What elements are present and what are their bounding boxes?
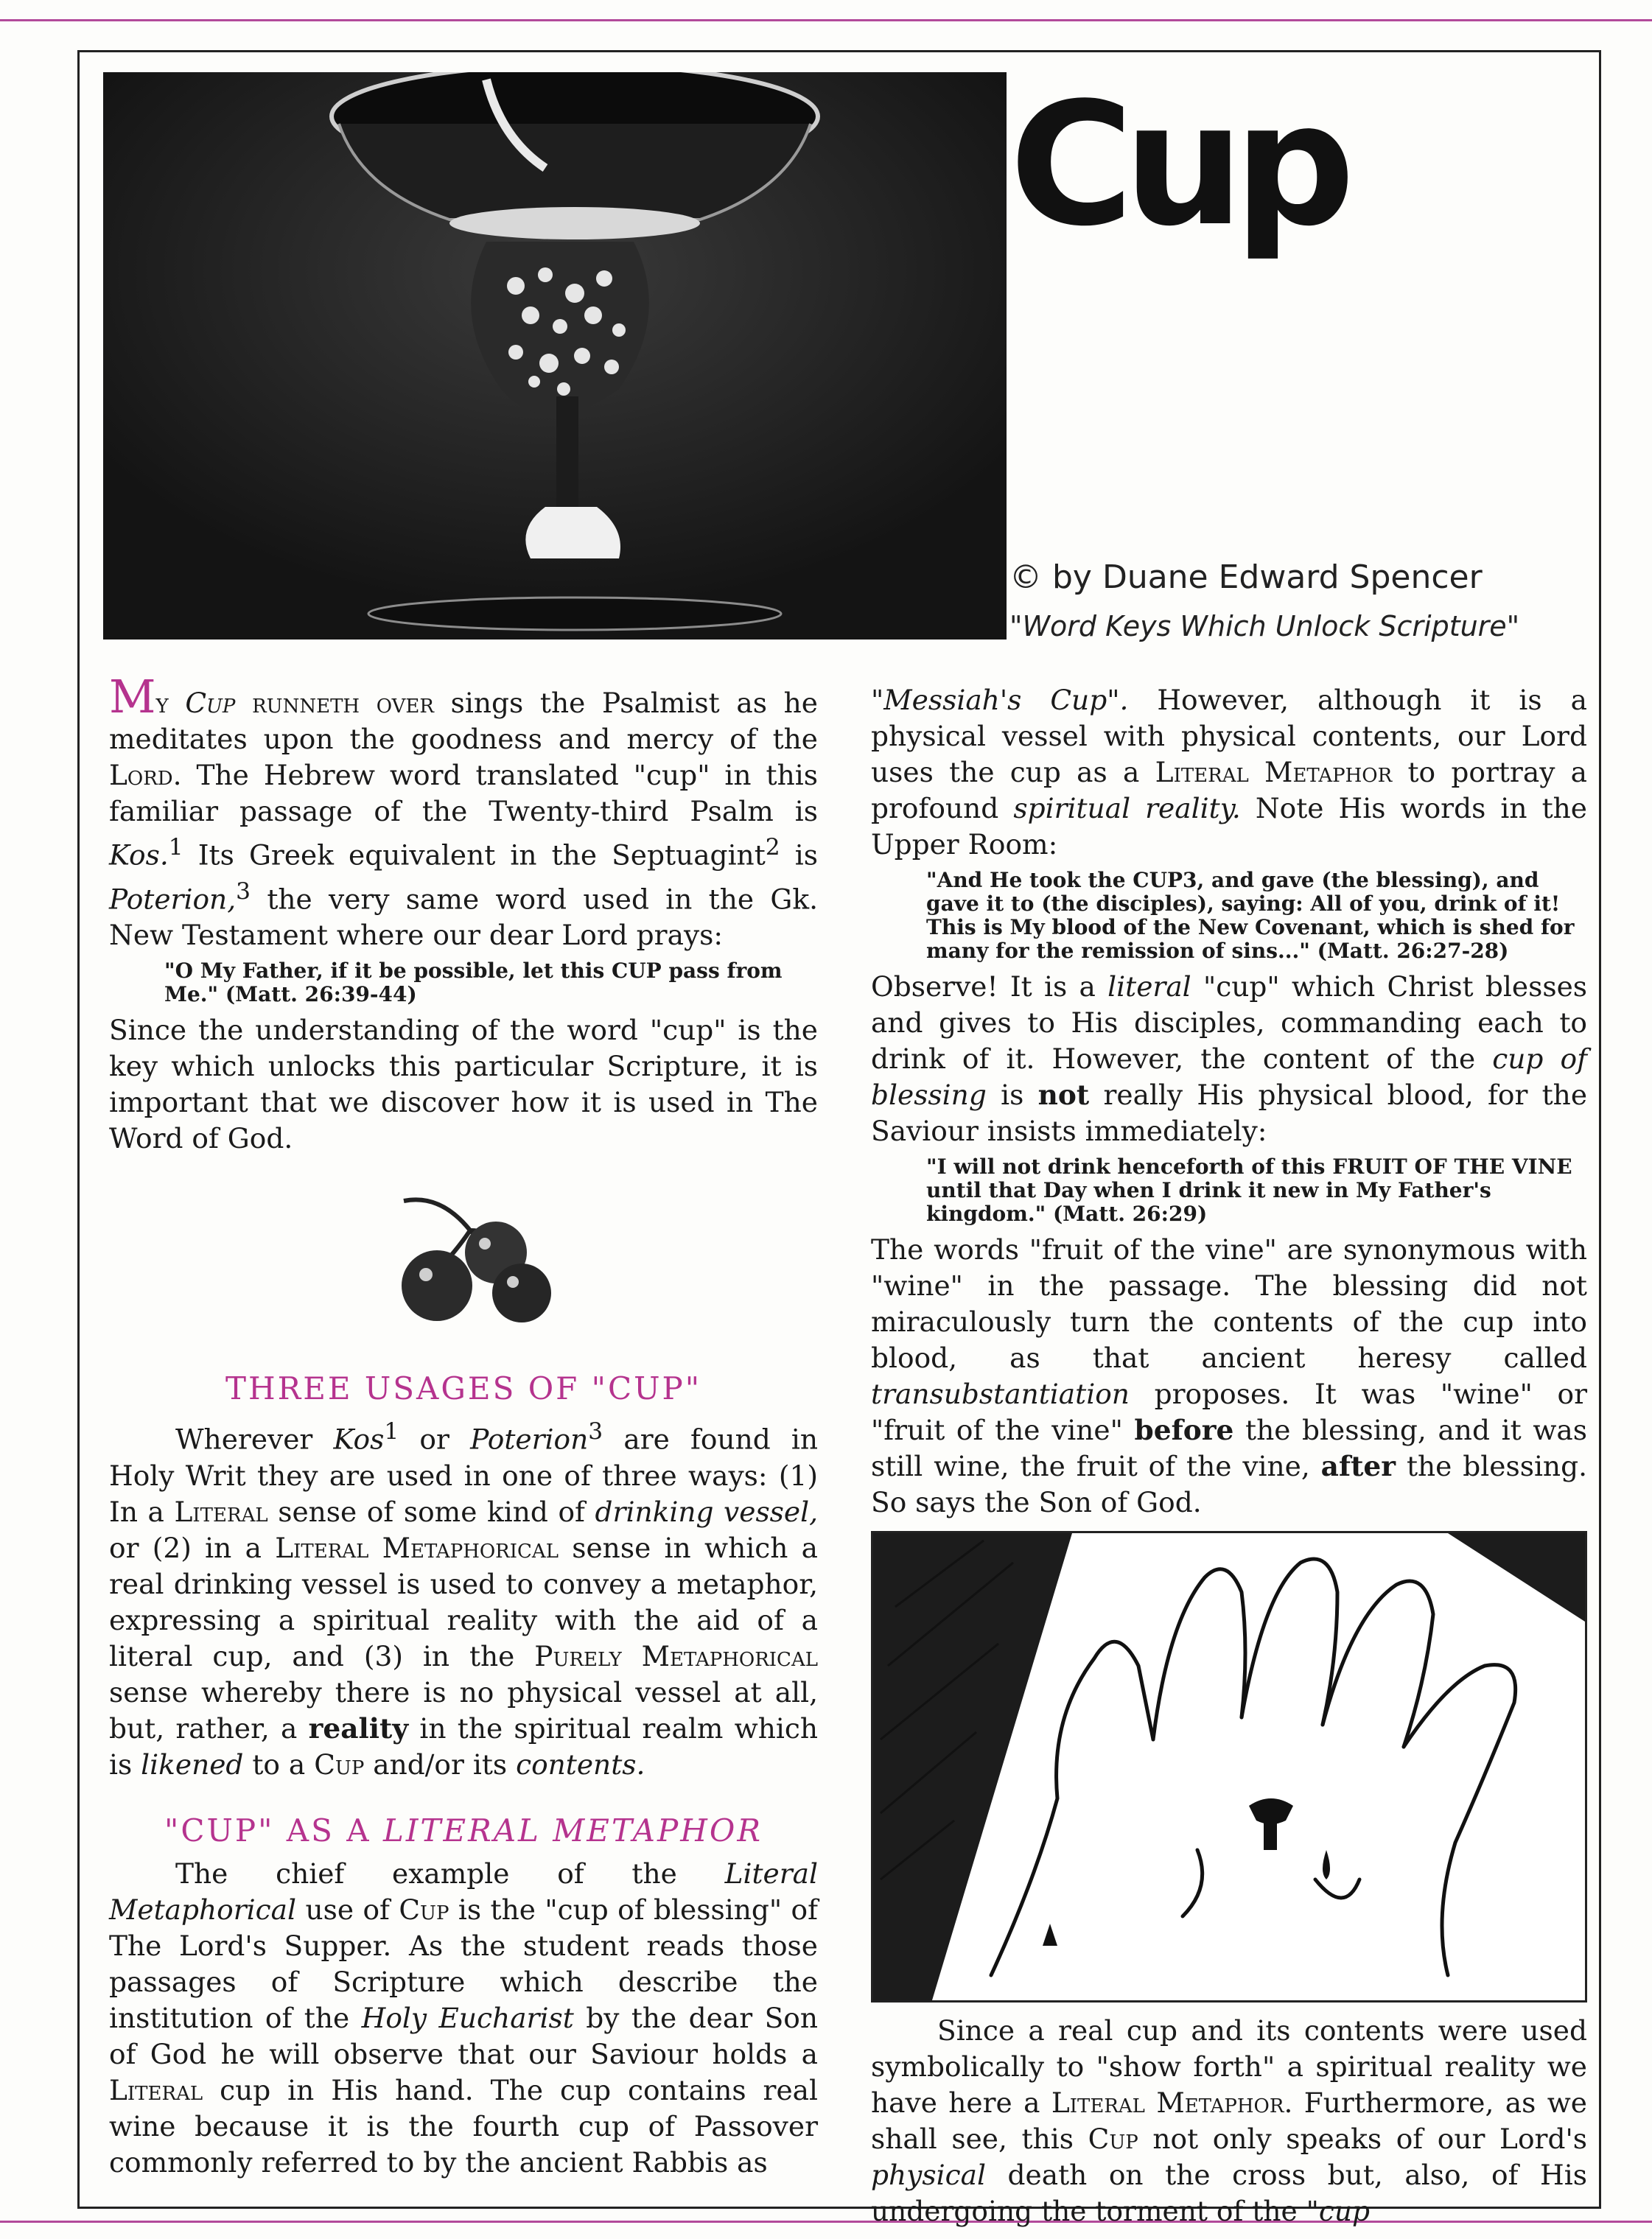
series-title: "Word Keys Which Unlock Scripture" bbox=[1009, 610, 1520, 642]
paragraph-three-usages: Wherever Kos$^1$ or Poterion$^3$ are found in Holy Writ they are used in one of three ways: (1) In a Literal sense of some kind of drinking vessel, or (2) in a Literal Metaphorical sense in which a real drinking vessel is used to convey a metaphor, expressing a spiritual reality with the aid of a literal cup, and (3) in the Purely Metaphorical sense whereby there is no physical vessel at all, but, rather, a reality in the spiritual realm which is likened to a Cup and/or its contents. bbox=[109, 1418, 819, 1781]
paragraph-messiahs-cup: "Messiah's Cup". However, although it is a physical vessel with physical contents, our Lord uses the cup as a Literal Metaphor to portray a profound spiritual reality. Note His words in the Upper Room: bbox=[871, 684, 1588, 861]
byline: © by Duane Edward Spencer bbox=[1009, 558, 1483, 596]
section-heading-three-usages: THREE USAGES OF "CUP" bbox=[225, 1370, 702, 1406]
paragraph-fruit-of-vine: The words "fruit of the vine" are synonymous with "wine" in the passage. The blessing did not miraculously turn the contents of the cup into blood, as that ancient heresy called transubstantiation proposes. It was "wine" or "fruit of the vine" before the blessing, and it was still wine, the fruit of the vine, after the blessing. So says the Son of God. bbox=[871, 1233, 1588, 1518]
article-title: Cup bbox=[1009, 67, 1345, 264]
goblet-photo bbox=[103, 72, 1007, 640]
goblet-image bbox=[103, 72, 1007, 640]
hand-illustration bbox=[873, 1533, 1585, 2000]
top-rule bbox=[0, 19, 1652, 21]
paragraph-symbolic: Since a real cup and its contents were used symbolically to "show forth" a spiritual reality we have here a Literal Metaphor. Furthermore, as we shall see, this Cup not only speaks of our Lord's physical death on the cross but, also, of His undergoing the torment of the "cup bbox=[871, 2014, 1588, 2227]
cherries-illustration bbox=[374, 1186, 566, 1326]
paragraph-literal-metaphor: The chief example of the Literal Metaphorical use of Cup is the "cup of blessing" of The Lord's Supper. As the student reads those passages of Scripture which describe the institution of the Holy Eucharist by the dear Son of God he will observe that our Saviour holds a Literal cup in His hand. The cup contains real wine because it is the fourth cup of Passover commonly referred to by the ancient Rabbis as bbox=[109, 1857, 819, 2179]
section-heading-literal-metaphor: "CUP" AS A LITERAL METAPHOR bbox=[164, 1812, 763, 1849]
scripture-quote: "And He took the CUP3, and gave (the blessing), and gave it to (the disciples), saying: All of you, drink of it! This is My blood of the New Covenant, which is shed for many for the remission of sins..." (Matt. 26:27-28) bbox=[926, 868, 1575, 963]
scripture-quote: "O My Father, if it be possible, let this CUP pass from Me." (Matt. 26:39-44) bbox=[164, 959, 783, 1006]
pierced-hand-drawing bbox=[871, 1531, 1587, 2003]
paragraph-observe: Observe! It is a literal "cup" which Christ blesses and gives to His disciples, commanding each to drink of it. However, the content of the cup of blessing is not really His physical blood, for the Saviour insists immediately: bbox=[871, 970, 1588, 1147]
paragraph: Since the understanding of the word "cup" is the key which unlocks this particular Scripture, it is important that we discover how it is used in The Word of God. bbox=[109, 1014, 818, 1154]
right-column bbox=[871, 682, 1587, 2229]
paragraph-opening: My Cup runneth over sings the Psalmist as he meditates upon the goodness and mercy of the Lord. The Hebrew word translated "cup" in this familiar passage of the Twenty-third Psalm is Kos.$^1$ Its Greek equivalent in the Septuagint$^2$ is Poterion,$^3$ the very same word used in the Gk. New Testament where our dear Lord prays: bbox=[109, 670, 819, 951]
scripture-quote: "I will not drink henceforth of this FRUIT OF THE VINE until that Day when I drink it new in My Father's kingdom." (Matt. 26:29) bbox=[926, 1154, 1572, 1226]
drop-cap: M bbox=[109, 670, 156, 723]
left-column bbox=[109, 670, 819, 2181]
